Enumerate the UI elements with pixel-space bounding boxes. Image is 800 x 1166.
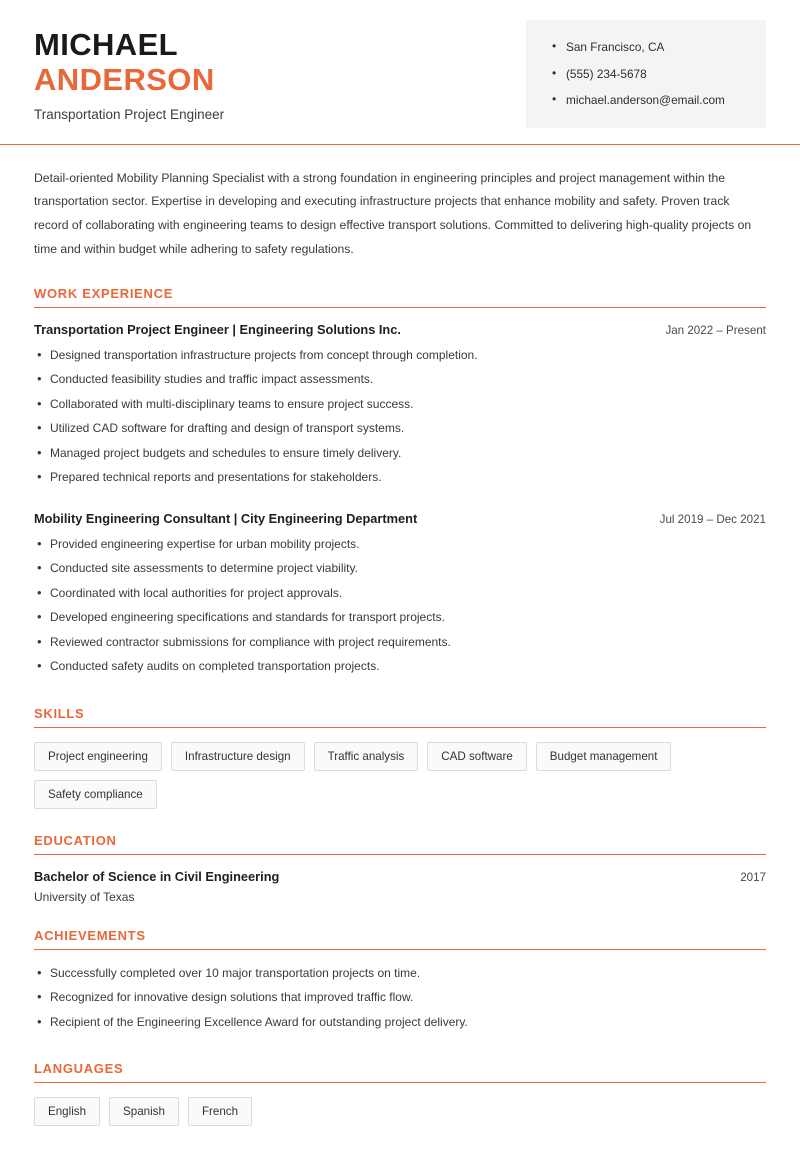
contact-box [526,20,766,128]
section-languages [34,1061,766,1126]
last-name: ANDERSON [34,61,215,97]
section-divider [34,854,766,855]
section-education [34,833,766,904]
section-title-education: EDUCATION [34,832,117,848]
list-item: • Prepared technical reports and presentations for stakeholders. [34,468,766,493]
section-title-work-experience: WORK EXPERIENCE [34,285,174,301]
first-name: MICHAEL [34,27,179,62]
experience-bullets [34,535,766,682]
header-divider [0,144,800,145]
list-item: • Recipient of the Engineering Excellence Award for outstanding project delivery. [34,1013,766,1038]
section-divider [34,1082,766,1083]
list-item: • Collaborated with multi-disciplinary teams to ensure project success. [34,395,766,420]
section-achievements [34,928,766,1038]
list-item: • Designed transportation infrastructure projects from concept through completion. [34,346,766,371]
education-degree: Bachelor of Science in Civil Engineering [34,868,280,884]
list-item: • Managed project budgets and schedules to ensure timely delivery. [34,444,766,469]
contact-location: • San Francisco, CA [552,34,744,61]
list-item: • Provided engineering expertise for urban mobility projects. [34,535,766,560]
professional-summary: Detail-oriented Mobility Planning Specialist with a strong foundation in engineering principles and project management within the transportation sector. Expertise in developing and executing infrastructure projects that enhance mobility and safety. Proven track record of collaborating with engineering teams to design effective transport solutions. Committed to delivering high-quality projects on time and within budget while adhering to safety regulations. [34,170,752,256]
languages-chip-list [34,1097,766,1126]
experience-dates: Jan 2022 – Present [665,323,766,337]
list-item: • Coordinated with local authorities for project approvals. [34,584,766,609]
section-divider [34,307,766,308]
education-year: 2017 [740,870,766,884]
list-item: • Reviewed contractor submissions for compliance with project requirements. [34,633,766,658]
section-divider [34,949,766,950]
list-item: • Conducted safety audits on completed transportation projects. [34,657,766,682]
skill-chip: Safety compliance [34,780,157,809]
list-item: • Conducted site assessments to determine project viability. [34,559,766,584]
skill-chip: Project engineering [34,742,162,771]
language-chip: Spanish [109,1097,179,1126]
list-item: • Recognized for innovative design solutions that improved traffic flow. [34,988,766,1013]
language-chip: English [34,1097,100,1126]
section-title-languages: LANGUAGES [34,1061,124,1077]
list-item: • Successfully completed over 10 major transportation projects on time. [34,964,766,989]
section-work-experience [34,286,766,682]
education-school: University of Texas [34,889,135,904]
experience-entry [34,511,766,682]
contact-list [552,34,744,114]
skill-chip: Budget management [536,742,672,771]
identity-block [34,18,224,122]
resume-body [0,167,800,1166]
section-skills [34,706,766,809]
experience-header [34,511,766,526]
experience-role: Mobility Engineering Consultant | City Engineering Department [34,510,418,526]
section-title-achievements: ACHIEVEMENTS [34,927,146,943]
experience-role: Transportation Project Engineer | Engineering Solutions Inc. [34,321,401,337]
contact-email: • michael.anderson@email.com [552,87,744,114]
achievements-bullets [34,964,766,1038]
skill-chip: Infrastructure design [171,742,305,771]
resume-header [0,0,800,128]
skills-chip-list [34,742,766,809]
list-item: • Developed engineering specifications and standards for transport projects. [34,608,766,633]
contact-phone: • (555) 234-5678 [552,61,744,88]
section-divider [34,727,766,728]
experience-bullets [34,346,766,493]
language-chip: French [188,1097,252,1126]
section-title-skills: SKILLS [34,705,85,721]
education-entry [34,869,766,904]
list-item: • Utilized CAD software for drafting and design of transport systems. [34,419,766,444]
experience-entry [34,322,766,493]
education-header [34,869,766,884]
experience-header [34,322,766,337]
skill-chip: Traffic analysis [314,742,419,771]
headline-job-title: Transportation Project Engineer [34,107,225,123]
skill-chip: CAD software [427,742,527,771]
list-item: • Conducted feasibility studies and traffic impact assessments. [34,370,766,395]
experience-dates: Jul 2019 – Dec 2021 [659,512,766,526]
